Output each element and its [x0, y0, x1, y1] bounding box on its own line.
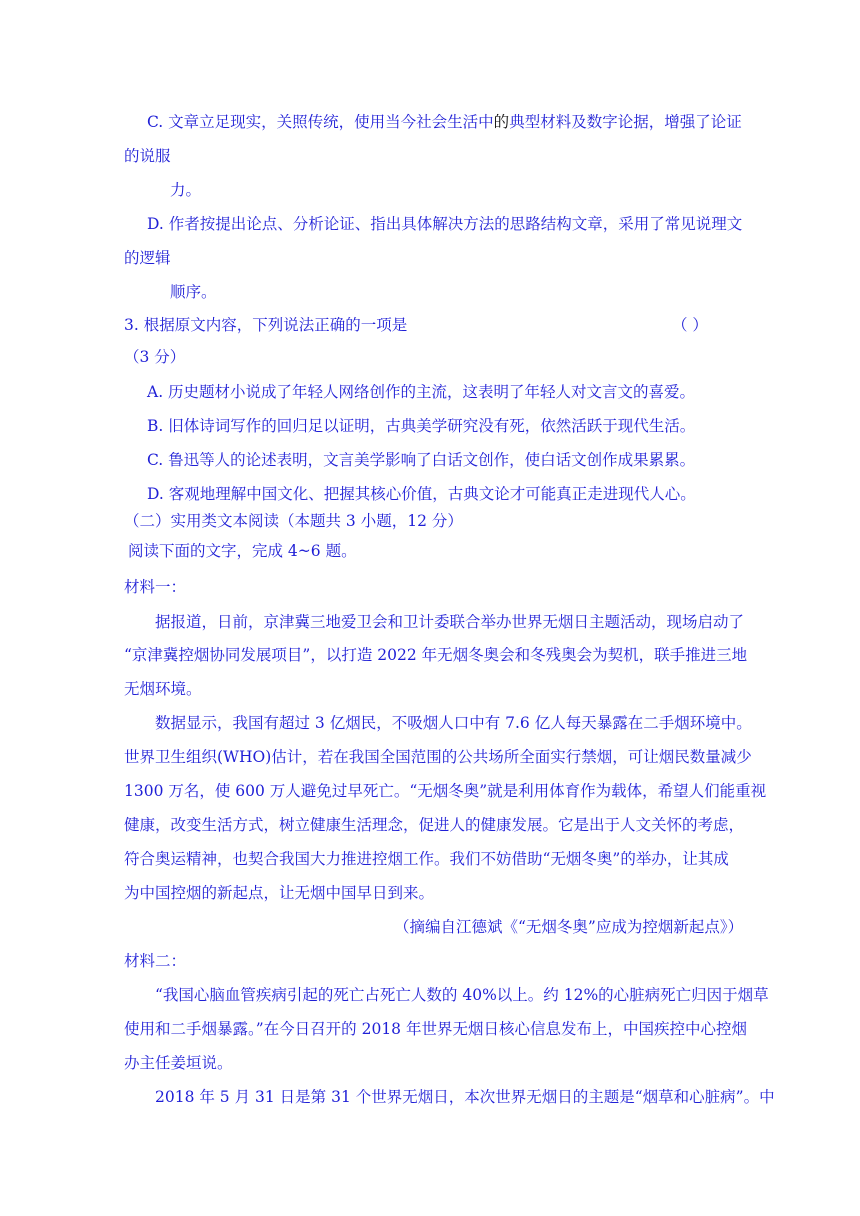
- question-3-score: （3 分）: [124, 348, 186, 366]
- material-1-line: “京津冀控烟协同发展项目”，以打造 2022 年无烟冬奥会和冬残奥会为契机，联手推进三地: [124, 646, 748, 664]
- material-1-line: 数据显示，我国有超过 3 亿烟民，不吸烟人口中有 7.6 亿人每天暴露在二手烟环境中。: [155, 714, 752, 732]
- material-2-line: 办主任姜垣说。: [124, 1054, 233, 1072]
- option-d-line-1: D. 作者按提出论点、分析论证、指出具体解决方法的思路结构文章，采用了常见说理文: [147, 215, 743, 233]
- section-instruction: 阅读下面的文字，完成 4~6 题。: [128, 542, 357, 560]
- material-1-source: （摘编自江德斌《“无烟冬奥”应成为控烟新起点》）: [394, 918, 744, 936]
- question-3-option-d: D. 客观地理解中国文化、把握其核心价值，古典文论才可能真正走进现代人心。: [147, 485, 696, 503]
- option-c-line-1: C. 文章立足现实，关照传统，使用当今社会生活中的典型材料及数字论据，增强了论证: [147, 113, 742, 131]
- material-2-line: “我国心脑血管疾病引起的死亡占死亡人数的 40%以上。约 12%的心脏病死亡归因于烟草: [155, 986, 769, 1004]
- material-1-line: 健康，改变生活方式，树立健康生活理念，促进人的健康发展。它是出于人文关怀的考虑，: [124, 816, 745, 834]
- material-1-line: 据报道，日前，京津冀三地爱卫会和卫计委联合举办世界无烟日主题活动，现场启动了: [155, 613, 745, 631]
- option-c-line-2: 的说服: [124, 147, 171, 165]
- material-2-label: 材料二：: [124, 952, 187, 970]
- question-3-option-c: C. 鲁迅等人的论述表明，文言美学影响了白话文创作，使白话文创作成果累累。: [147, 451, 696, 469]
- option-c-line-3: 力。: [170, 181, 202, 199]
- question-3-option-a: A. 历史题材小说成了年轻人网络创作的主流，这表明了年轻人对文言文的喜爱。: [147, 383, 696, 401]
- option-d-line-2: 的逻辑: [124, 249, 171, 267]
- option-d-line-3: 顺序。: [170, 283, 217, 301]
- material-1-line: 无烟环境。: [124, 680, 202, 698]
- material-1-line: 世界卫生组织(WHO)估计，若在我国全国范围的公共场所全面实行禁烟，可让烟民数量减少: [124, 748, 752, 766]
- question-3-option-b: B. 旧体诗词写作的回归足以证明，古典美学研究没有死，依然活跃于现代生活。: [147, 417, 696, 435]
- material-2-line: 使用和二手烟暴露。”在今日召开的 2018 年世界无烟日核心信息发布上，中国疾控中心控烟: [124, 1020, 747, 1038]
- section-heading: （二）实用类文本阅读（本题共 3 小题，12 分）: [124, 512, 463, 530]
- material-1-line: 符合奥运精神，也契合我国大力推进控烟工作。我们不妨借助“无烟冬奥”的举办，让其成: [124, 850, 729, 868]
- question-3-stem: 3. 根据原文内容，下列说法正确的一项是: [124, 316, 408, 334]
- material-1-label: 材料一：: [124, 578, 187, 596]
- material-2-line: 2018 年 5 月 31 日是第 31 个世界无烟日，本次世界无烟日的主题是“烟草和心脏病”。中: [155, 1088, 775, 1106]
- material-1-line: 为中国控烟的新起点，让无烟中国早日到来。: [124, 884, 435, 902]
- material-1-line: 1300 万名，使 600 万人避免过早死亡。“无烟冬奥”就是利用体育作为载体，希望人们能重视: [124, 782, 767, 800]
- answer-bracket: （ ）: [672, 316, 708, 334]
